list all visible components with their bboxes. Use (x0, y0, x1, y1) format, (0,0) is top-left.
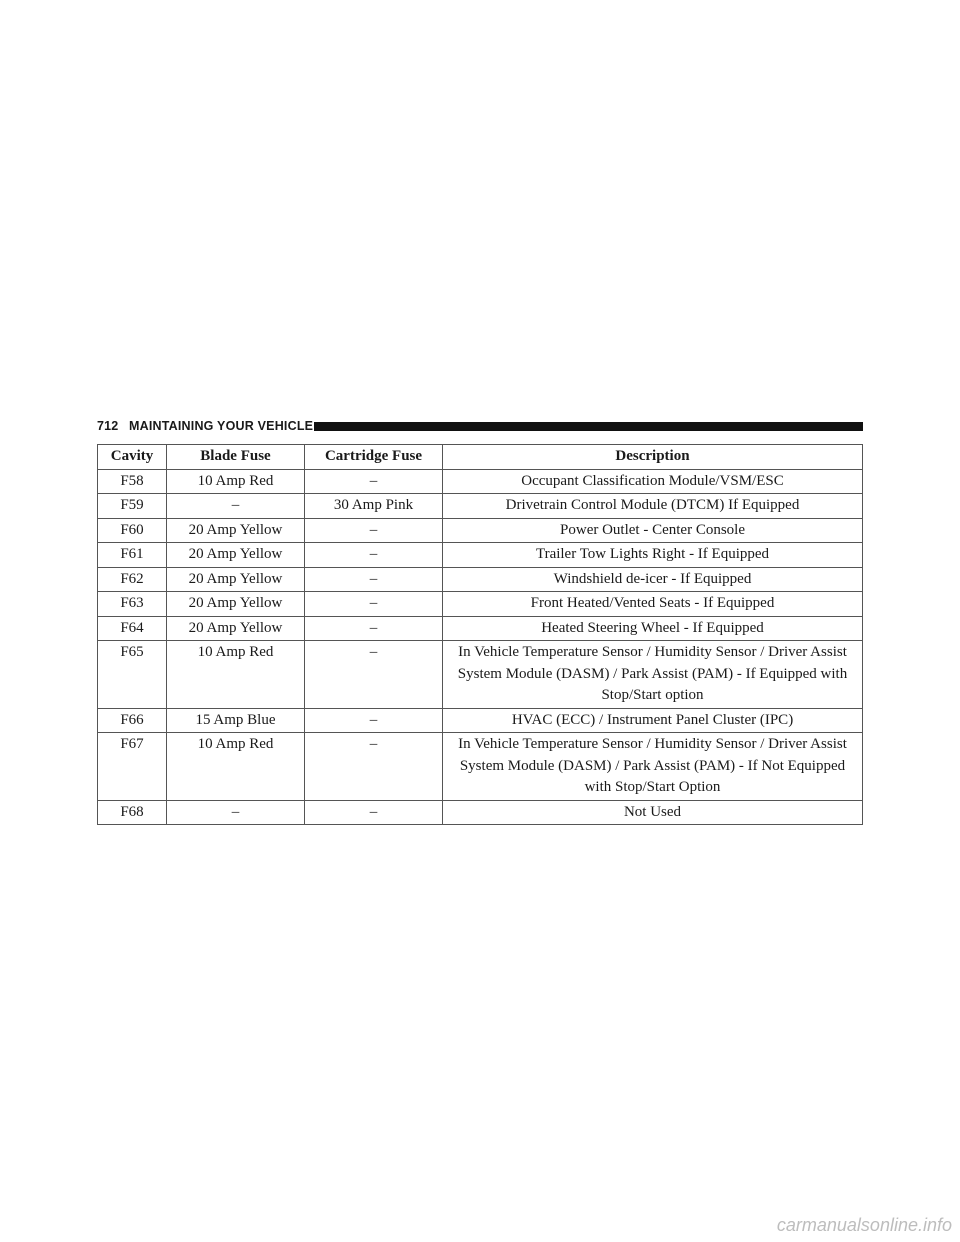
cavity-cell: F58 (98, 469, 167, 494)
page-number: 712 (97, 419, 119, 433)
table-row (98, 641, 863, 709)
cavity-cell: F68 (98, 800, 167, 825)
table-row (98, 494, 863, 519)
cavity-cell: F63 (98, 592, 167, 617)
description-cell: In Vehicle Temperature Sensor / Humidity Sensor / Driver Assist System Module (DASM) / Park Assist (PAM) - If Not Equipped with Stop/Start Option (443, 733, 863, 801)
section-title: MAINTAINING YOUR VEHICLE (129, 419, 314, 433)
cartridge-fuse-cell: – (305, 733, 443, 801)
table-row (98, 469, 863, 494)
cavity-cell: F62 (98, 567, 167, 592)
description-cell: Power Outlet - Center Console (443, 518, 863, 543)
cavity-cell: F67 (98, 733, 167, 801)
column-header-blade-fuse: Blade Fuse (167, 445, 305, 470)
description-cell: Heated Steering Wheel - If Equipped (443, 616, 863, 641)
cartridge-fuse-cell: – (305, 543, 443, 568)
description-cell: Occupant Classification Module/VSM/ESC (443, 469, 863, 494)
blade-fuse-cell: 20 Amp Yellow (167, 567, 305, 592)
cartridge-fuse-cell: – (305, 641, 443, 709)
blade-fuse-cell: 15 Amp Blue (167, 708, 305, 733)
table-row (98, 616, 863, 641)
table-row (98, 567, 863, 592)
blade-fuse-cell: 10 Amp Red (167, 469, 305, 494)
table-header-row (98, 445, 863, 470)
description-cell: In Vehicle Temperature Sensor / Humidity Sensor / Driver Assist System Module (DASM) / Park Assist (PAM) - If Equipped with Stop/Start option (443, 641, 863, 709)
table-row (98, 733, 863, 801)
table-row (98, 592, 863, 617)
cavity-cell: F60 (98, 518, 167, 543)
table-row (98, 800, 863, 825)
cavity-cell: F65 (98, 641, 167, 709)
table-row (98, 518, 863, 543)
column-header-cavity: Cavity (98, 445, 167, 470)
table-row (98, 543, 863, 568)
blade-fuse-cell: 20 Amp Yellow (167, 592, 305, 617)
blade-fuse-cell: 10 Amp Red (167, 733, 305, 801)
description-cell: Windshield de-icer - If Equipped (443, 567, 863, 592)
cartridge-fuse-cell: – (305, 518, 443, 543)
header-rule (314, 422, 863, 431)
blade-fuse-cell: – (167, 800, 305, 825)
cavity-cell: F59 (98, 494, 167, 519)
column-header-cartridge-fuse: Cartridge Fuse (305, 445, 443, 470)
cartridge-fuse-cell: – (305, 800, 443, 825)
cavity-cell: F66 (98, 708, 167, 733)
page-header (97, 418, 863, 436)
description-cell: Trailer Tow Lights Right - If Equipped (443, 543, 863, 568)
blade-fuse-cell: 20 Amp Yellow (167, 543, 305, 568)
cartridge-fuse-cell: – (305, 616, 443, 641)
blade-fuse-cell: – (167, 494, 305, 519)
cartridge-fuse-cell: – (305, 592, 443, 617)
cavity-cell: F61 (98, 543, 167, 568)
description-cell: Not Used (443, 800, 863, 825)
cavity-cell: F64 (98, 616, 167, 641)
cartridge-fuse-cell: – (305, 469, 443, 494)
watermark: carmanualsonline.info (776, 1215, 952, 1235)
cartridge-fuse-cell: – (305, 708, 443, 733)
fuse-table (97, 444, 863, 825)
cartridge-fuse-cell: – (305, 567, 443, 592)
blade-fuse-cell: 20 Amp Yellow (167, 518, 305, 543)
blade-fuse-cell: 10 Amp Red (167, 641, 305, 709)
column-header-description: Description (443, 445, 863, 470)
cartridge-fuse-cell: 30 Amp Pink (305, 494, 443, 519)
blade-fuse-cell: 20 Amp Yellow (167, 616, 305, 641)
table-body (98, 469, 863, 825)
table-row (98, 708, 863, 733)
description-cell: Front Heated/Vented Seats - If Equipped (443, 592, 863, 617)
description-cell: HVAC (ECC) / Instrument Panel Cluster (IPC) (443, 708, 863, 733)
description-cell: Drivetrain Control Module (DTCM) If Equipped (443, 494, 863, 519)
